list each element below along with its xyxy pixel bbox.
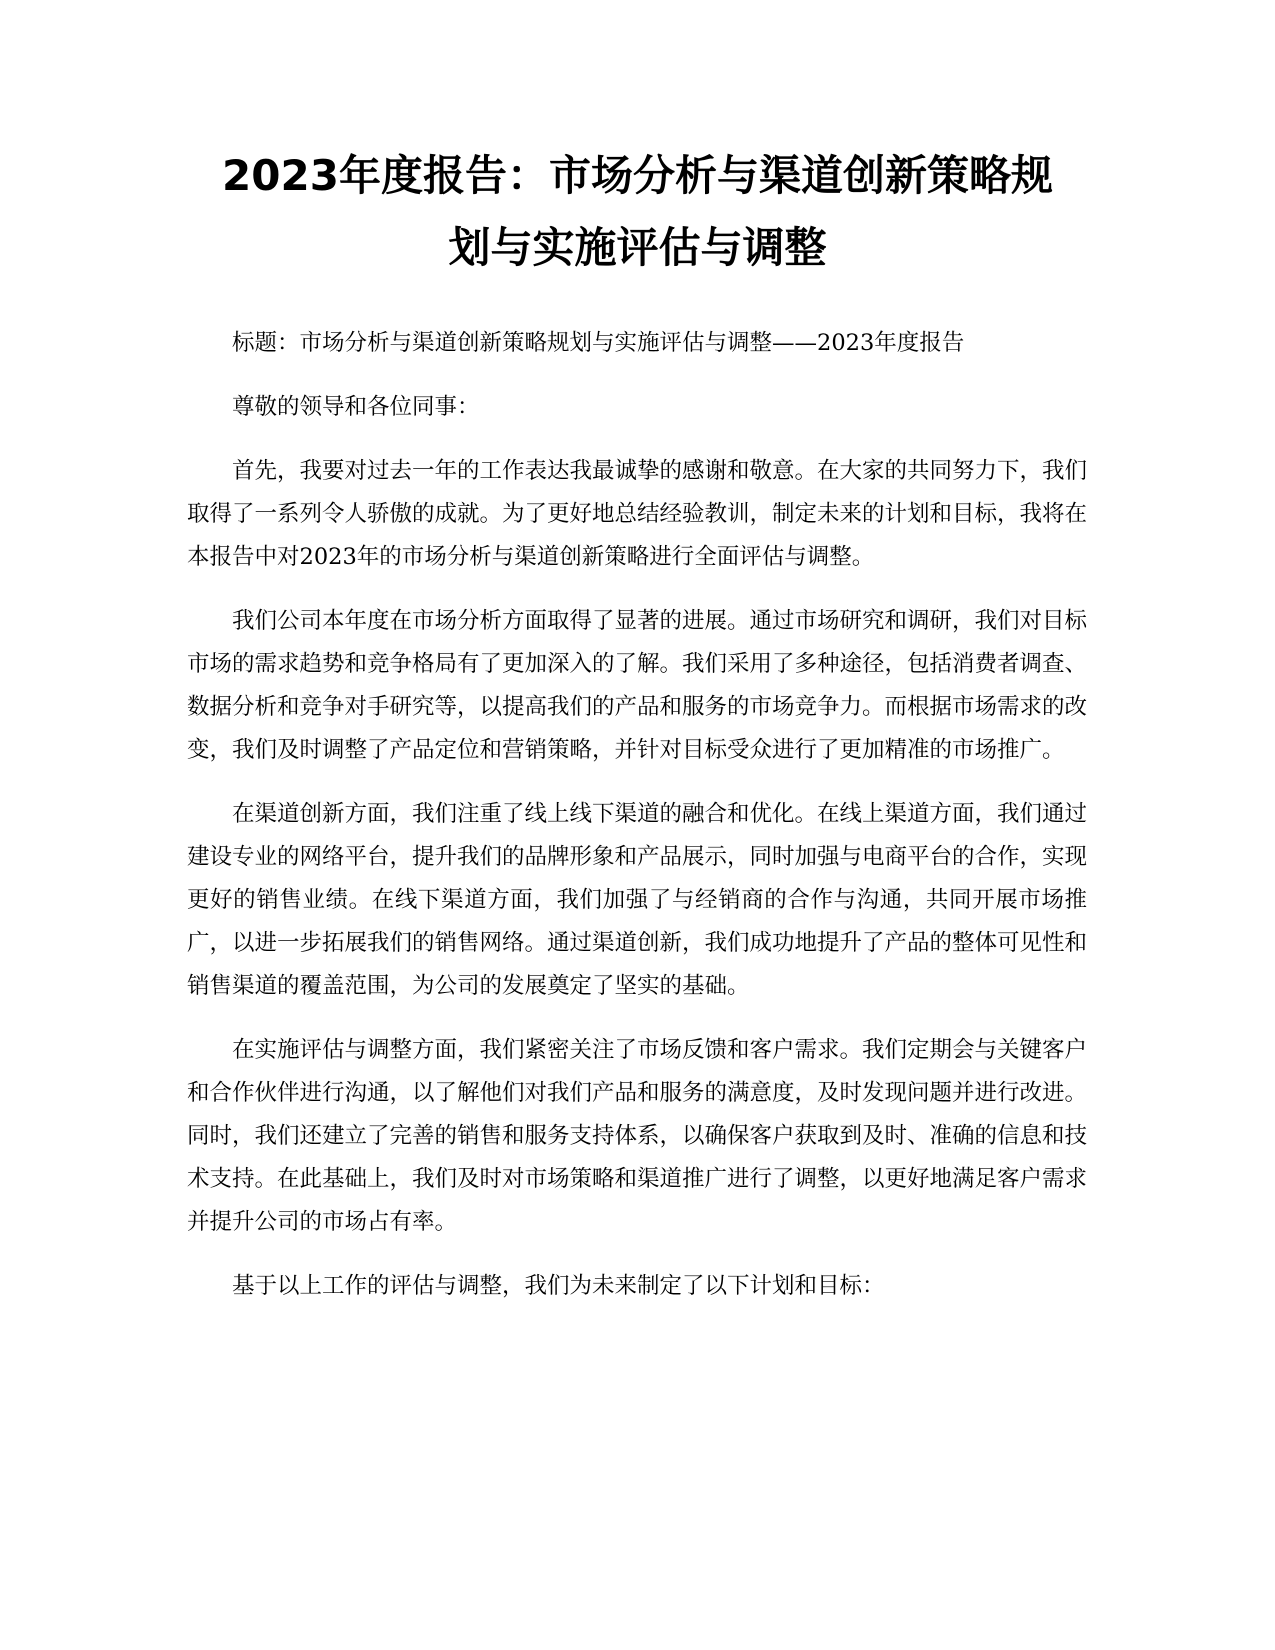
- body-paragraph-1: 首先，我要对过去一年的工作表达我最诚挚的感谢和敬意。在大家的共同努力下，我们取得了一系列令人骄傲的成就。为了更好地总结经验教训，制定未来的计划和目标，我将在本报告中对2023年的市场分析与渠道创新策略进行全面评估与调整。: [187, 458, 1088, 570]
- body-paragraph-5: 基于以上工作的评估与调整，我们为未来制定了以下计划和目标：: [232, 1273, 885, 1299]
- body-paragraph-2: 我们公司本年度在市场分析方面取得了显著的进展。通过市场研究和调研，我们对目标市场的需求趋势和竞争格局有了更加深入的了解。我们采用了多种途径，包括消费者调查、数据分析和竞争对手研究等，以提高我们的产品和服务的市场竞争力。而根据市场需求的改变，我们及时调整了产品定位和营销策略，并针对目标受众进行了更加精准的市场推广。: [187, 608, 1088, 763]
- title-line-1: 2023年度报告：市场分析与渠道创新策略规: [222, 151, 1053, 200]
- title-line-2: 划与实施评估与调整: [448, 223, 827, 272]
- document-title: [170, 140, 1105, 284]
- salutation-paragraph: 尊敬的领导和各位同事：: [232, 394, 480, 420]
- body-paragraph-4: 在实施评估与调整方面，我们紧密关注了市场反馈和客户需求。我们定期会与关键客户和合作伙伴进行沟通，以了解他们对我们产品和服务的满意度，及时发现问题并进行改进。同时，我们还建立了完善的销售和服务支持体系，以确保客户获取到及时、准确的信息和技术支持。在此基础上，我们及时对市场策略和渠道推广进行了调整，以更好地满足客户需求并提升公司的市场占有率。: [187, 1037, 1088, 1235]
- document-body: [187, 322, 1087, 1329]
- subtitle-paragraph: 标题：市场分析与渠道创新策略规划与实施评估与调整——2023年度报告: [232, 330, 965, 356]
- body-paragraph-3: 在渠道创新方面，我们注重了线上线下渠道的融合和优化。在线上渠道方面，我们通过建设专业的网络平台，提升我们的品牌形象和产品展示，同时加强与电商平台的合作，实现更好的销售业绩。在线下渠道方面，我们加强了与经销商的合作与沟通，共同开展市场推广，以进一步拓展我们的销售网络。通过渠道创新，我们成功地提升了产品的整体可见性和销售渠道的覆盖范围，为公司的发展奠定了坚实的基础。: [187, 801, 1088, 999]
